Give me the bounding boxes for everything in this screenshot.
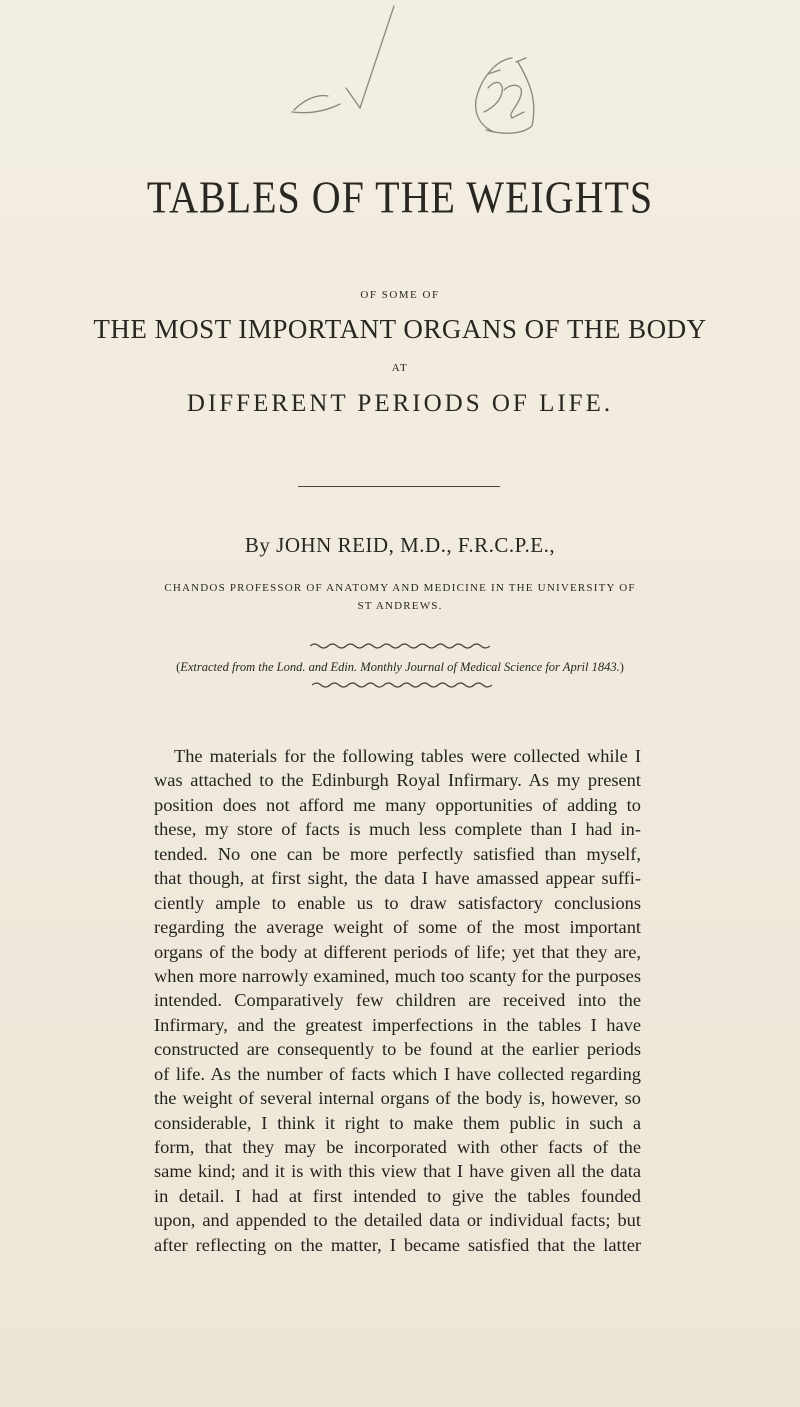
body-line: position does not afford me many opportunities of adding to xyxy=(154,794,641,815)
source-citation-text: Extracted from the Lond. and Edin. Monthly Journal of Medical Science for April 1843. xyxy=(180,660,620,674)
author-affiliation-line-2: ST ANDREWS. xyxy=(357,600,443,612)
body-line: of life. As the number of facts which I have collected regarding xyxy=(154,1063,641,1084)
body-line: tended. No one can be more perfectly satisfied than myself, xyxy=(154,843,641,864)
author-affiliation-line-1: CHANDOS PROFESSOR OF ANATOMY AND MEDICINE IN THE UNIVERSITY OF xyxy=(164,582,636,594)
body-line: organs of the body at different periods of life; yet that they are, xyxy=(154,941,641,962)
body-line: in detail. I had at first intended to give the tables founded xyxy=(154,1185,641,1206)
ornamental-wavy-rule-top xyxy=(310,642,490,650)
handwritten-pencil-marks xyxy=(290,0,550,135)
source-citation-close: ) xyxy=(619,660,624,674)
title-divider-rule xyxy=(298,486,500,487)
author-line xyxy=(0,533,800,558)
title-connector-at: AT xyxy=(391,362,409,374)
body-line: that though, at first sight, the data I have amassed appear suffi- xyxy=(154,868,641,889)
document-subtitle: THE MOST IMPORTANT ORGANS OF THE BODY xyxy=(93,314,707,344)
ornamental-wavy-rule-bottom xyxy=(312,681,492,689)
body-line: same kind; and it is with this view that I have given all the data xyxy=(154,1161,641,1182)
source-citation xyxy=(0,660,800,675)
body-paragraph xyxy=(154,744,641,1257)
body-line: regarding the average weight of some of the most important xyxy=(154,917,641,938)
body-line: intended. Comparatively few children are received into the xyxy=(154,990,641,1011)
source-citation-open: ( xyxy=(176,660,181,674)
body-line: was attached to the Edinburgh Royal Infirmary. As my present xyxy=(154,770,641,791)
document-title: TABLES OF THE WEIGHTS xyxy=(146,171,654,223)
body-line: the weight of several internal organs of the body is, however, so xyxy=(154,1088,641,1109)
author-name: JOHN REID, M.D., F.R.C.P.E., xyxy=(276,533,556,557)
body-line: when more narrowly examined, much too scanty for the purposes xyxy=(154,965,641,986)
body-line: these, my store of facts is much less complete than I had in- xyxy=(154,819,641,840)
body-line: form, that they may be incorporated with other facts of the xyxy=(154,1137,641,1157)
body-line: upon, and appended to the detailed data or individual facts; but xyxy=(154,1210,641,1231)
body-line: after reflecting on the matter, I became satisfied that the latter xyxy=(154,1234,641,1255)
body-line: The materials for the following tables were collected while I xyxy=(174,746,641,766)
title-connector-of-some-of: OF SOME OF xyxy=(360,289,440,301)
body-line: ciently ample to enable us to draw satisfactory conclusions xyxy=(154,892,641,913)
body-line: constructed are consequently to be found at the earlier periods xyxy=(154,1039,641,1060)
body-line: considerable, I think it right to make them public in such a xyxy=(154,1112,641,1133)
document-subtitle-periods: DIFFERENT PERIODS OF LIFE. xyxy=(186,390,614,417)
author-by: By xyxy=(244,533,271,557)
body-line: Infirmary, and the greatest imperfections in the tables I have xyxy=(154,1014,641,1035)
